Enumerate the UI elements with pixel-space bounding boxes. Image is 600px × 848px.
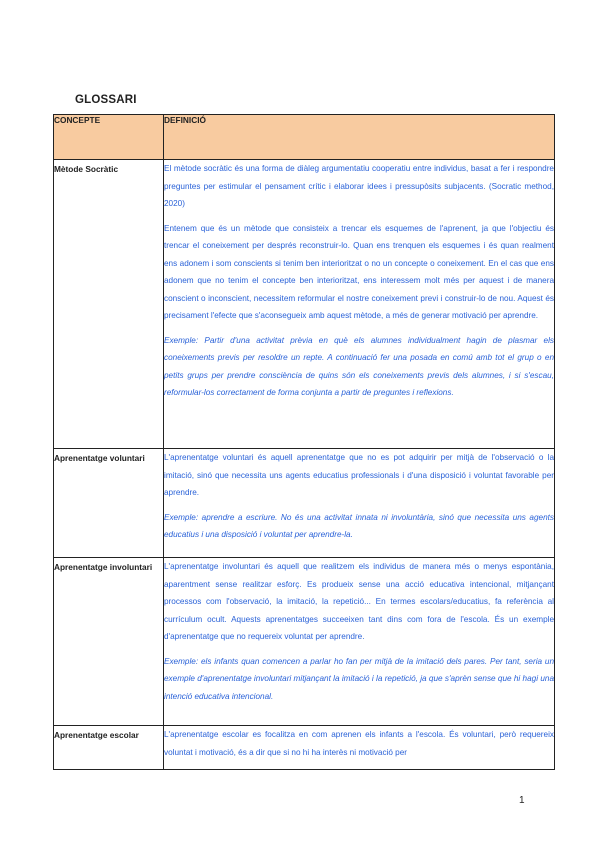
column-header-concept: CONCEPTE xyxy=(54,115,164,160)
concept-cell: Mètode Socràtic xyxy=(54,160,164,449)
concept-cell: Aprenentatge voluntari xyxy=(54,449,164,558)
table-row xyxy=(54,160,555,449)
table-row xyxy=(54,449,555,558)
example-paragraph: Exemple: Partir d'una activitat prèvia en què els alumnes individualment hagin de plasmar els coneixements previs per resoldre un repte. A continuació fer una posada en comú amb tot el grup o en petits grups per prendre consciència de quins són els coneixements previs dels alumnes, i si s'escau, reformular-los correctament de forma conjunta a partir de preguntes i reflexions. xyxy=(164,335,554,397)
definition-cell xyxy=(164,160,555,449)
definition-paragraph: El mètode socràtic és una forma de diàleg argumentatiu cooperatiu entre individus, basat a fer i respondre preguntes per estimular el pensament crític i elaborar idees i pressupòsits subjacents. (Socratic method, 2020) xyxy=(164,164,554,208)
glossary-table xyxy=(53,114,555,770)
definition-paragraph: L'aprenentatge escolar es focalitza en com aprenen els infants a l'escola. És voluntari, però requereix voluntat i motivació, és a dir que si no hi ha interès ni motivació per xyxy=(164,730,554,757)
definition-cell xyxy=(164,726,555,770)
table-row xyxy=(54,726,555,770)
example-paragraph: Exemple: els infants quan comencen a parlar ho fan per mitjà de la imitació dels pares. Per tant, seria un exemple d'aprenentatge involuntari mitjançant la imitació i la repetició, ja que s'aprèn sense que hi hagi una intenció educativa intencional. xyxy=(164,656,554,701)
definition-cell xyxy=(164,449,555,558)
concept-cell: Aprenentatge involuntari xyxy=(54,558,164,726)
definition-paragraph: L'aprenentatge involuntari és aquell que realitzem els individus de manera més o menys espontània, aparentment sense realitzar esforç. Es produeix sense una acció educativa intencional, mitjançant processos com l'observació, la imitació, la repetició... En termes escolars/educatius, fa referència al currículum ocult. Aquests aprenentatges succeeixen tant dins com fora de l'escola. És un exemple d'aprenentatge que no requereix voluntat per aprendre. xyxy=(164,562,554,641)
column-header-definition: DEFINICIÓ xyxy=(164,115,555,160)
table-row xyxy=(54,558,555,726)
concept-cell: Aprenentatge escolar xyxy=(54,726,164,770)
definition-paragraph: Entenem que és un mètode que consisteix a trencar els esquemes de l'aprenent, ja que l'objectiu és trencar el coneixement per després reconstruir-lo. Quan ens trenquen els esquemes i és quan realment ens adonem i som conscients si tenim ben interioritzat o no un concepte o coneixement. En el cas que ens adonem que no tenim el concepte ben interioritzat, ens interessem molt més per aquest i de manera conscient o inconscient, necessitem reformular el nostre coneixement previ i construir-lo de nou. Aquest és precisament l'efecte que s'aconsegueix amb aquest mètode, a més de generar motivació per aprendre. xyxy=(164,223,554,320)
definition-cell xyxy=(164,558,555,726)
page-number: 1 xyxy=(519,795,525,806)
example-paragraph: Exemple: aprendre a escriure. No és una activitat innata ni involuntària, sinó que necessita uns agents educatius i una disposició i voluntat per aprendre-la. xyxy=(164,512,554,539)
definition-paragraph: L'aprenentatge voluntari és aquell aprenentatge que no es pot adquirir per mitjà de l'observació o la imitació, sinó que necessita uns agents educatius professionals i d'una disposició i voluntat favorable per aprendre. xyxy=(164,453,554,497)
table-header-row xyxy=(54,115,555,160)
page-title: GLOSSARI xyxy=(75,94,137,106)
